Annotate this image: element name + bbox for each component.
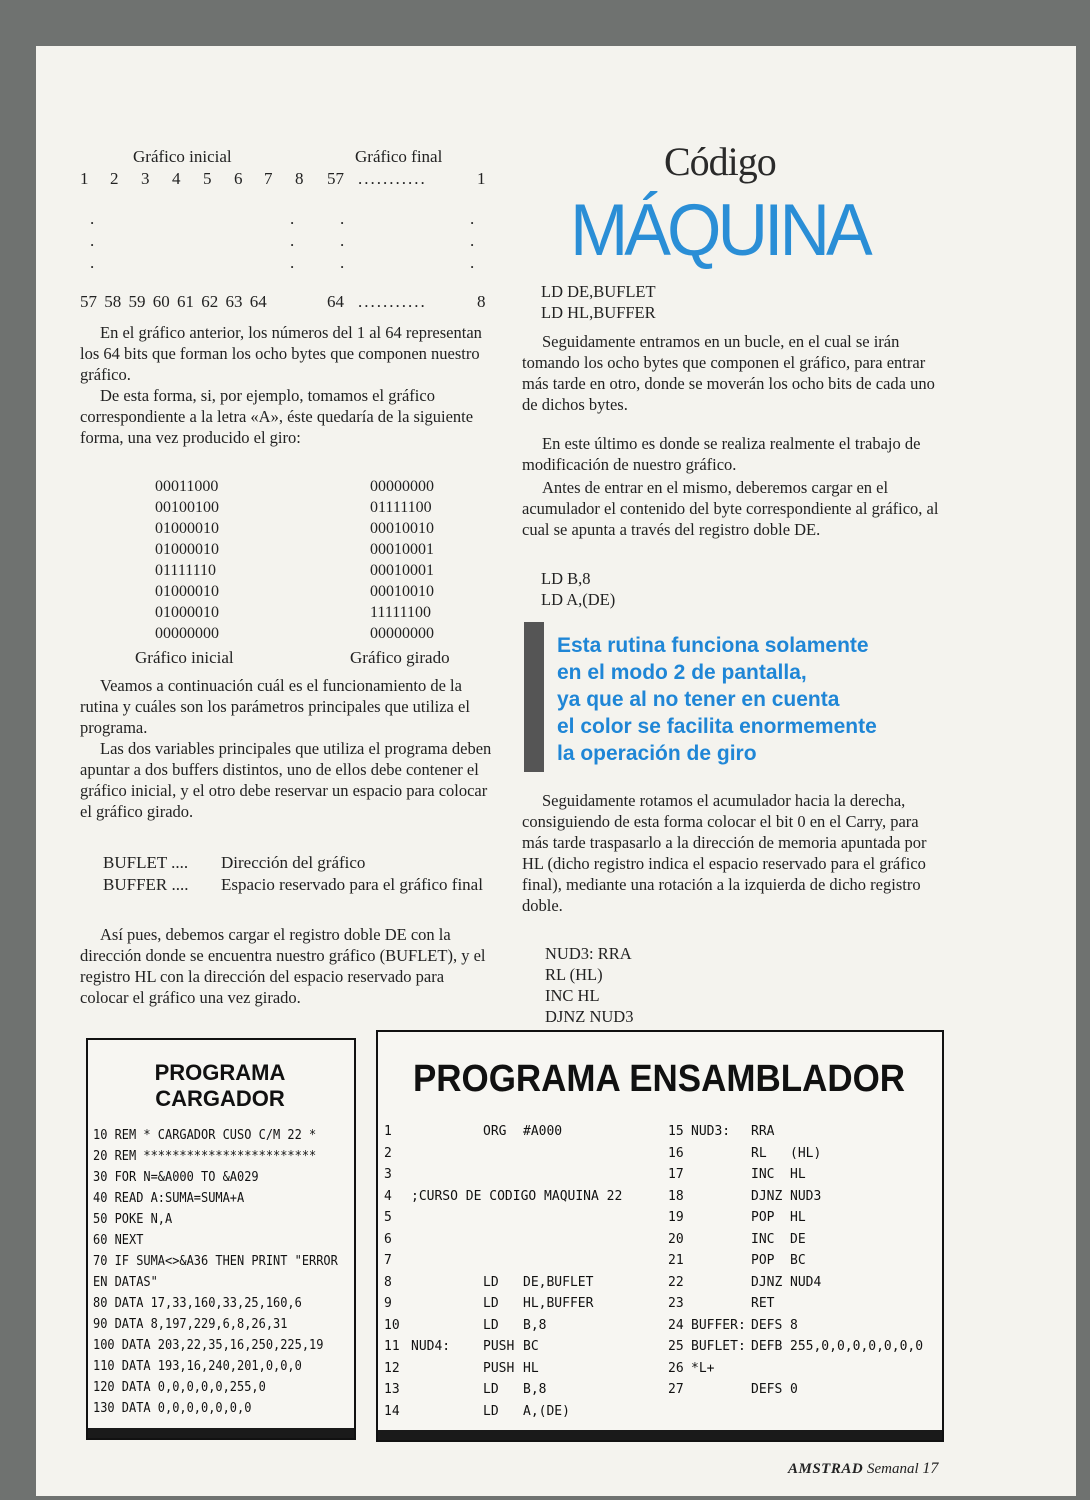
bit-num: 1 (477, 169, 486, 188)
callout-box (524, 622, 954, 772)
paragraph: En este último es donde se realiza realmente el trabajo de modificación de nuestro gráfico. (522, 434, 921, 474)
bit-num: 7 (264, 169, 273, 188)
binary-right: 00010010 (370, 520, 434, 537)
asm-line-number: 11 (384, 1339, 400, 1354)
box-shadow (378, 1430, 942, 1440)
asm-line-number: 17 (668, 1167, 684, 1182)
asm-operand: 255,0,0,0,0,0,0,0 (790, 1339, 924, 1354)
dot: . (90, 231, 95, 250)
asm-opcode: PUSH (483, 1339, 515, 1354)
code-line: 60 NEXT (93, 1233, 144, 1248)
asm-line-number: 18 (668, 1188, 684, 1204)
paragraph: Veamos a continuación cuál es el funcionamiento de la rutina y cuáles son los parámetros principales que utiliza el programa. (80, 676, 470, 737)
asm-opcode: DEFB (751, 1339, 783, 1354)
paragraph: Seguidamente rotamos el acumulador hacia la derecha, consiguiendo de esta forma colocar el bit 0 en el Carry, para más tarde traspasarlo a la dirección de memoria apuntada por HL (dicho registro indica el espacio reservado para el gráfico final), mediante una rotación a la izquierda de dicho registro doble. (522, 791, 927, 915)
asm-operand: A,(DE) (523, 1403, 570, 1419)
dot: . (90, 209, 95, 228)
asm-opcode: LD (483, 1274, 499, 1290)
footer-page: 17 (922, 1460, 939, 1477)
paragraph: Las dos variables principales que utiliza el programa deben apuntar a dos buffers distintos, uno de ellos debe contener el gráfico inicial, y el otro debe reservar un espacio para colocar el gráfico girado. (80, 739, 492, 821)
asm-operand: DE (790, 1231, 806, 1247)
binary-left: 01000010 (155, 583, 219, 600)
asm-line-number: 14 (384, 1403, 400, 1419)
dot: . (470, 209, 475, 228)
binary-right: 00000000 (370, 478, 434, 495)
code-line: NUD3: RRA (545, 944, 632, 963)
asm-line-number: 27 (668, 1382, 684, 1397)
asm-operand: #A000 (523, 1124, 563, 1139)
code-line: 100 DATA 203,22,35,16,250,225,19 (93, 1338, 324, 1353)
code-line: 90 DATA 8,197,229,6,8,26,31 (93, 1317, 288, 1332)
asm-opcode: PUSH (483, 1360, 515, 1376)
binary-left: 00011000 (155, 478, 219, 495)
table-header-left: Gráfico inicial (133, 147, 232, 166)
code-line: 30 FOR N=&A000 TO &A029 (93, 1170, 259, 1185)
binary-right: 00010010 (370, 583, 434, 600)
asm-line-number: 15 (668, 1124, 684, 1139)
asm-line-number: 12 (384, 1360, 400, 1376)
asm-operand: BC (790, 1253, 806, 1268)
asm-operand: NUD3 (790, 1188, 822, 1204)
asm-line-number: 16 (668, 1145, 684, 1161)
binary-label-right: Gráfico girado (350, 648, 450, 667)
code-line: EN DATAS" (93, 1275, 158, 1290)
bit-num: 5 (203, 169, 212, 188)
asm-operand: HL (790, 1167, 806, 1182)
asm-line-number: 23 (668, 1296, 684, 1311)
asm-opcode: RET (751, 1296, 775, 1311)
bit-num: 6 (234, 169, 243, 188)
asm-line-number: 3 (384, 1167, 392, 1182)
asm-line-number: 22 (668, 1274, 684, 1290)
box-shadow (88, 1428, 354, 1438)
footer-mag: AMSTRAD (788, 1461, 864, 1477)
asm-operand: 0 (790, 1382, 798, 1397)
paragraph: Así pues, debemos cargar el registro doble DE con la dirección donde se encuentra nuestro gráfico (BUFLET), y el registro HL con la dirección del espacio reservado para colocar el gráfico una vez girado. (80, 925, 486, 1007)
code-line: 40 READ A:SUMA=SUMA+A (93, 1191, 245, 1206)
asm-line-number: 21 (668, 1253, 684, 1268)
asm-label: *L+ (691, 1360, 715, 1376)
asm-line-number: 20 (668, 1231, 684, 1247)
dot: . (340, 209, 345, 228)
asm-line-number: 13 (384, 1382, 400, 1397)
asm-line-number: 9 (384, 1296, 392, 1311)
def-name: BUFFER .... (103, 875, 189, 894)
dot: . (290, 253, 295, 272)
footer-issue: Semanal (866, 1461, 919, 1477)
asm-line-number: 1 (384, 1124, 392, 1139)
asm-operand: HL (790, 1210, 806, 1225)
bit-dots: ........... (358, 169, 427, 188)
asm-operand: NUD4 (790, 1274, 822, 1290)
asm-line-number: 24 (668, 1317, 684, 1333)
asm-opcode: INC (751, 1167, 775, 1182)
paragraph: En el gráfico anterior, los números del 1 al 64 representan los 64 bits que forman los ocho bytes que componen nuestro gráfico. (80, 323, 482, 384)
bit-num: 4 (172, 169, 181, 188)
code-line: INC HL (545, 986, 600, 1005)
asm-operand: B,8 (523, 1317, 547, 1333)
footer (788, 1460, 938, 1478)
asm-opcode: INC (751, 1231, 775, 1247)
code-line: LD A,(DE) (541, 590, 616, 609)
paragraph: Antes de entrar en el mismo, deberemos cargar en el acumulador el contenido del byte correspondiente al gráfico, al cual se apunta a través del registro doble DE. (522, 478, 939, 539)
bit-nums: 57 58 59 60 61 62 63 64 (80, 292, 267, 311)
asm-label: NUD4: (411, 1339, 451, 1354)
asm-opcode: DEFS (751, 1382, 783, 1397)
table-header-right: Gráfico final (355, 147, 443, 166)
asm-line-number: 4 (384, 1188, 392, 1204)
code-line: 20 REM ************************ (93, 1149, 317, 1164)
asm-line-number: 7 (384, 1253, 392, 1268)
asm-operand: DE,BUFLET (523, 1274, 594, 1290)
code-line: 50 POKE N,A (93, 1212, 173, 1227)
asm-line-number: 26 (668, 1360, 684, 1376)
asm-opcode: RL (751, 1145, 767, 1161)
dot: . (340, 231, 345, 250)
binary-right: 00010001 (370, 562, 434, 579)
code-line: DJNZ NUD3 (545, 1007, 634, 1026)
bit-num: 57 (327, 169, 344, 188)
asm-label: BUFFER: (691, 1317, 746, 1333)
def-desc: Dirección del gráfico (221, 853, 366, 872)
binary-left: 01000010 (155, 604, 219, 621)
bit-num: 8 (477, 292, 486, 311)
asm-opcode: DJNZ (751, 1274, 783, 1290)
asm-operand: 8 (790, 1317, 798, 1333)
asm-opcode: LD (483, 1296, 499, 1311)
callout-text: Esta rutina funciona solamente en el modo 2 de pantalla, ya que al no tener en cuenta el color se facilita enormemente la operación de giro (557, 634, 877, 765)
cargador-title-1: PROGRAMA (154, 1060, 286, 1085)
binary-right: 01111100 (370, 499, 432, 516)
code-line: RL (HL) (545, 965, 603, 984)
bit-num: 64 (327, 292, 344, 311)
asm-line-number: 2 (384, 1145, 392, 1161)
bit-num: 8 (295, 169, 304, 188)
asm-line-number: 19 (668, 1210, 684, 1225)
bit-num: 3 (141, 169, 150, 188)
code-line: 80 DATA 17,33,160,33,25,160,6 (93, 1296, 302, 1311)
asm-operand: HL,BUFFER (523, 1296, 594, 1311)
code-line: 130 DATA 0,0,0,0,0,0,0 (93, 1401, 252, 1416)
code-line: LD DE,BUFLET (541, 282, 656, 301)
binary-left: 01000010 (155, 520, 219, 537)
binary-right: 00010001 (370, 541, 434, 558)
asm-operand: B,8 (523, 1382, 547, 1397)
asm-opcode: RRA (751, 1124, 775, 1139)
binary-left: 01000010 (155, 541, 219, 558)
title-codigo: Código (664, 139, 776, 184)
asm-opcode: DJNZ (751, 1188, 783, 1204)
cargador-title-2: CARGADOR (155, 1086, 285, 1111)
bit-num: 2 (110, 169, 119, 188)
code-line: LD B,8 (541, 569, 591, 588)
bit-dots: ........... (358, 292, 427, 311)
code-line: 110 DATA 193,16,240,201,0,0,0 (93, 1359, 302, 1374)
title-maquina: MÁQUINA (570, 189, 869, 271)
asm-line-number: 8 (384, 1274, 392, 1290)
code-line: 70 IF SUMA<>&A36 THEN PRINT "ERROR (93, 1254, 338, 1269)
asm-label: BUFLET: (691, 1339, 746, 1354)
asm-opcode: POP (751, 1253, 775, 1268)
asm-line-number: 5 (384, 1210, 392, 1225)
dot: . (470, 231, 475, 250)
asm-opcode: ORG (483, 1124, 507, 1139)
code-line: LD HL,BUFFER (541, 303, 656, 322)
def-desc: Espacio reservado para el gráfico final (221, 875, 483, 894)
dot: . (90, 253, 95, 272)
asm-operand: (HL) (790, 1145, 822, 1161)
callout-bar (524, 622, 544, 772)
binary-left: 01111110 (155, 562, 217, 579)
asm-operand: BC (523, 1339, 539, 1354)
ensamblador-title: PROGRAMA ENSAMBLADOR (412, 1058, 906, 1100)
asm-operand: HL (523, 1360, 539, 1376)
asm-opcode: DEFS (751, 1317, 783, 1333)
paragraph: Seguidamente entramos en un bucle, en el cual se irán tomando los ocho bytes que componen el gráfico, para entrar más tarde en otro, donde se moverán los ocho bits de cada uno de dichos bytes. (522, 332, 935, 414)
asm-line-number: 6 (384, 1231, 392, 1247)
asm-label: ;CURSO DE CODIGO MAQUINA 22 (411, 1188, 623, 1204)
code-line: 10 REM * CARGADOR CUSO C/M 22 * (93, 1128, 317, 1143)
dot: . (290, 231, 295, 250)
def-name: BUFLET .... (103, 853, 189, 872)
dot: . (470, 253, 475, 272)
asm-opcode: POP (751, 1210, 775, 1225)
code-line: 120 DATA 0,0,0,0,0,255,0 (93, 1380, 266, 1395)
asm-label: NUD3: (691, 1124, 731, 1139)
bit-num: 1 (80, 169, 89, 188)
binary-left: 00100100 (155, 499, 219, 516)
binary-right: 11111100 (370, 604, 432, 621)
asm-line-number: 10 (384, 1317, 400, 1333)
dot: . (290, 209, 295, 228)
binary-left: 00000000 (155, 625, 219, 642)
asm-opcode: LD (483, 1403, 499, 1419)
paragraph: De esta forma, si, por ejemplo, tomamos el gráfico correspondiente a la letra «A», éste quedaría de la siguiente forma, una vez producido el giro: (80, 386, 474, 447)
dot: . (340, 253, 345, 272)
asm-opcode: LD (483, 1382, 499, 1397)
binary-right: 00000000 (370, 625, 434, 642)
asm-line-number: 25 (668, 1339, 684, 1354)
asm-opcode: LD (483, 1317, 499, 1333)
binary-label-left: Gráfico inicial (135, 648, 234, 667)
